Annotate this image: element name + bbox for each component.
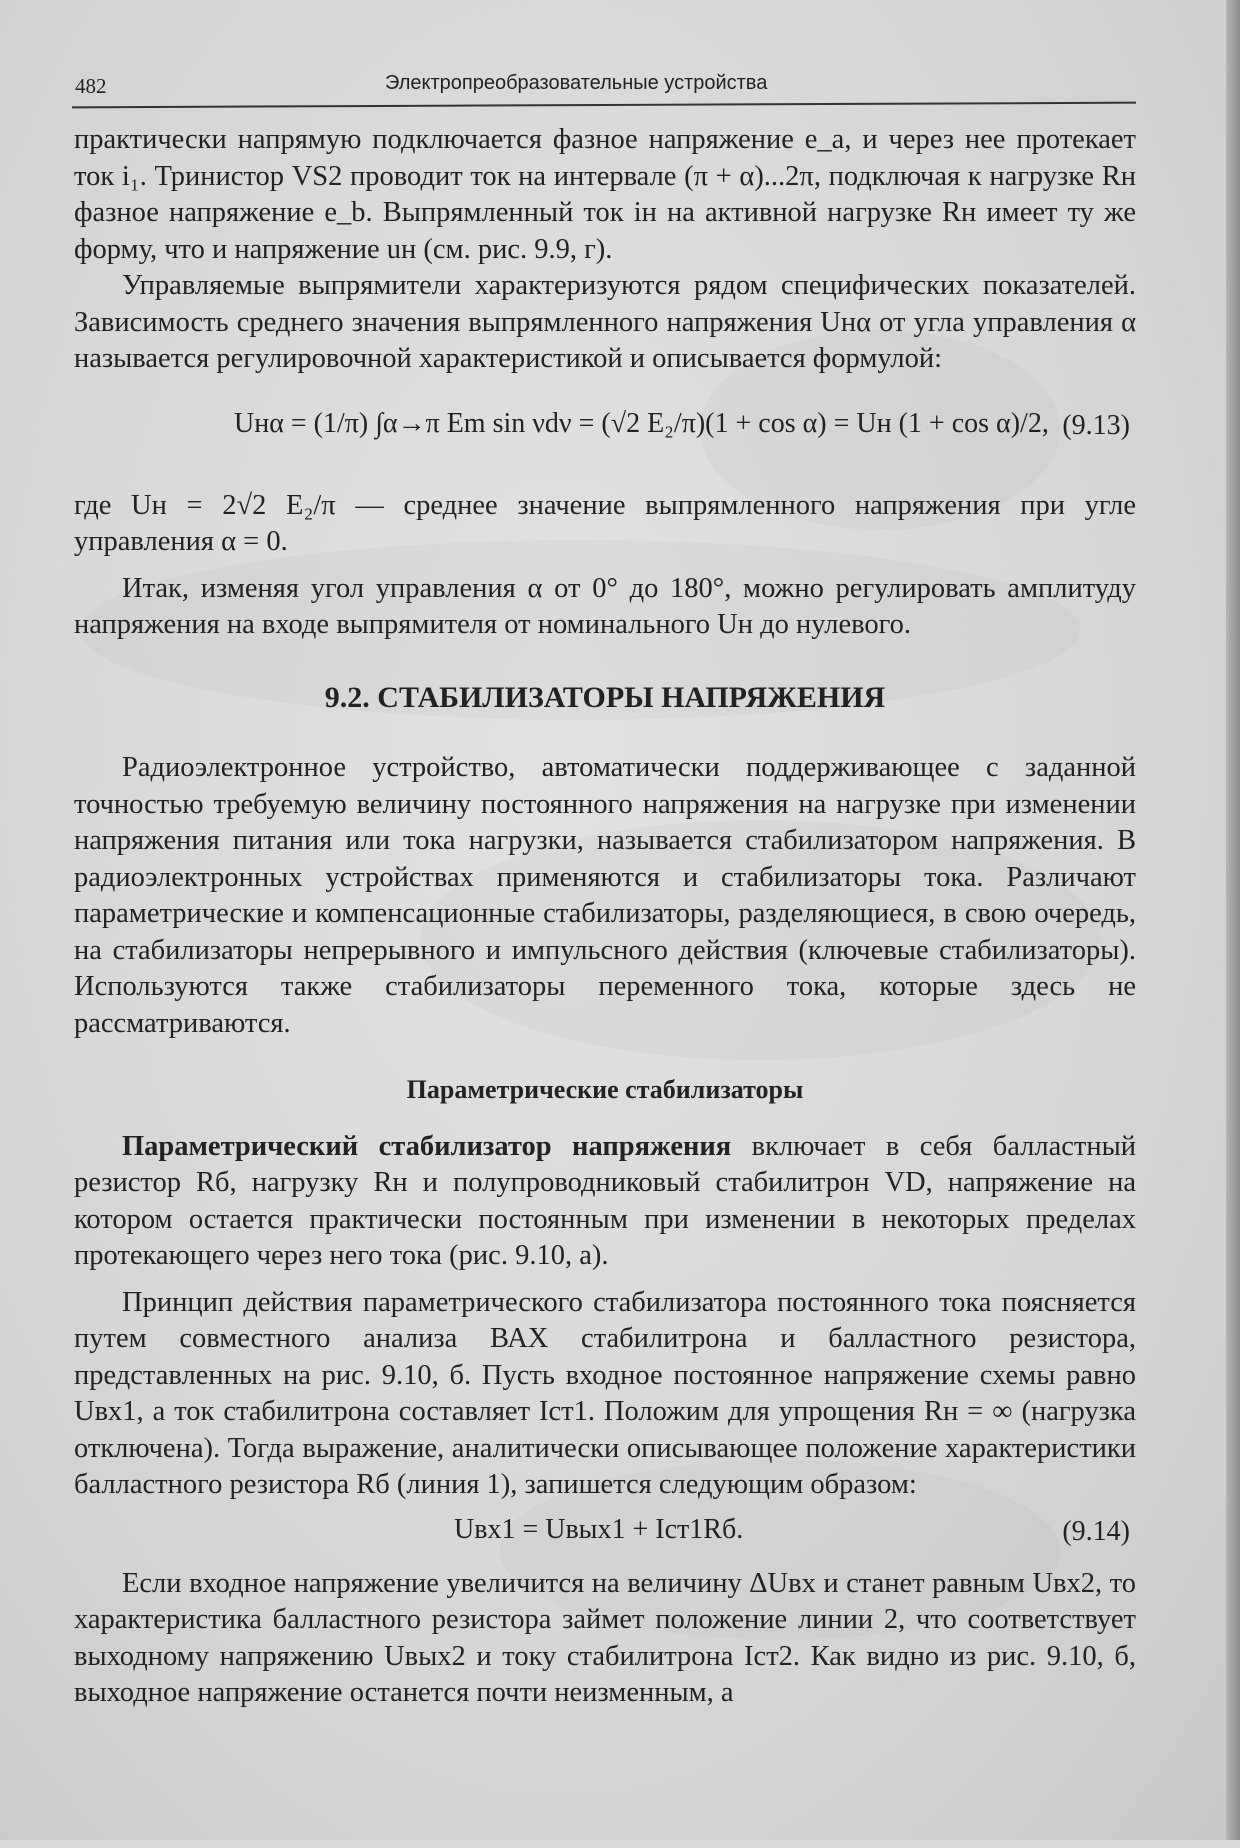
formula-9-13 (74, 378, 1136, 488)
paragraph: Радиоэлектронное устройство, автоматически поддерживающее с заданной точностью требуемую величину постоянного напряжения на нагрузке при изменении напряжения питания или тока нагрузки, называется стабилизатором напряжения. В радиоэлектронных устройствах применяются и стабилизаторы тока. Различают параметрические и компенсационные стабилизаторы, разделяющиеся, в свою очередь, на стабилизаторы непрерывного и импульсного действия (ключевые стабилизаторы). Используются также стабилизаторы переменного тока, которые здесь не рассматриваются. (74, 752, 1136, 1039)
page-body (74, 122, 1136, 1712)
paragraph: практически напрямую подключается фазное напряжение e_a, и через нее протекает ток i₁. Тринистор VS2 проводит ток на интервале (π + α)...2π, подключая к нагрузке Rн фазное напряжение e_b. Выпрямленный ток iн на активной нагрузке Rн имеет ту же форму, что и напряжение uн (см. рис. 9.9, г). (74, 124, 1136, 265)
formula-9-14 (74, 1504, 1136, 1556)
paragraph: Итак, изменяя угол управления α от 0° до 180°, можно регулировать амплитуду напряжения на входе выпрямителя от номинального Uн до нулевого. (74, 572, 1136, 640)
section-title: 9.2. СТАБИЛИЗАТОРЫ НАПРЯЖЕНИЯ (324, 680, 886, 714)
bold-term: Параметрический стабилизатор напряжения (122, 1130, 732, 1162)
paragraph-text: включает в себя балластный резистор Rб, нагрузку Rн и полупроводниковый стабилитрон VD, напряжение на котором остается практически постоянным при изменении в некоторых пределах протекающего через него тока (рис. 9.10, а). (74, 1130, 1136, 1271)
page-bottom-edge (0, 1840, 1240, 1848)
equation-number: (9.14) (1062, 1515, 1130, 1547)
running-title: Электропреобразовательные устройства (385, 72, 768, 94)
formula-expression: Uвх1 = Uвых1 + Iст1Rб. (454, 1513, 744, 1545)
paragraph: Управляемые выпрямители характеризуются рядом специфических показателей. Зависимость среднего значения выпрямленного напряжения Uнα от угла управления α называется регулировочной характеристикой и описывается формулой: (74, 270, 1136, 374)
paragraph (74, 1129, 1136, 1275)
paragraph: Принцип действия параметрического стабилизатора постоянного тока поясняется путем совместного анализа ВАХ стабилитрона и балластного резистора, представленных на рис. 9.10, б. Пусть входное постоянное напряжение схемы равно Uвх1, а ток стабилитрона составляет Iст1. Положим для упрощения Rн = ∞ (нагрузка отключена). Тогда выражение, аналитически описывающее положение характеристики балластного резистора Rб (линия 1), запишется следующим образом: (74, 1286, 1136, 1500)
page-number: 482 (75, 74, 107, 98)
paragraph: Если входное напряжение увеличится на величину ΔUвх и станет равным Uвх2, то характеристика балластного резистора займет положение линии 2, что соответствует выходному напряжению Uвых2 и току стабилитрона Iст2. Как видно из рис. 9.10, б, выходное напряжение останется почти неизменным, а (74, 1567, 1136, 1708)
formula-expression: Uнα = (1/π) ∫α→π Em sin νdν = (√2 E₂/π)(1 + cos α) = Uн (1 + cos α)/2, (234, 407, 1049, 439)
header-rule (72, 102, 1136, 109)
equation-number: (9.13) (1062, 409, 1130, 441)
subsection-title: Параметрические стабилизаторы (406, 1075, 804, 1104)
page-header (75, 68, 1135, 102)
paragraph: где Uн = 2√2 E₂/π — среднее значение выпрямленного напряжения при угле управления α = 0. (74, 489, 1136, 557)
page-edge-shadow (1226, 0, 1240, 1848)
